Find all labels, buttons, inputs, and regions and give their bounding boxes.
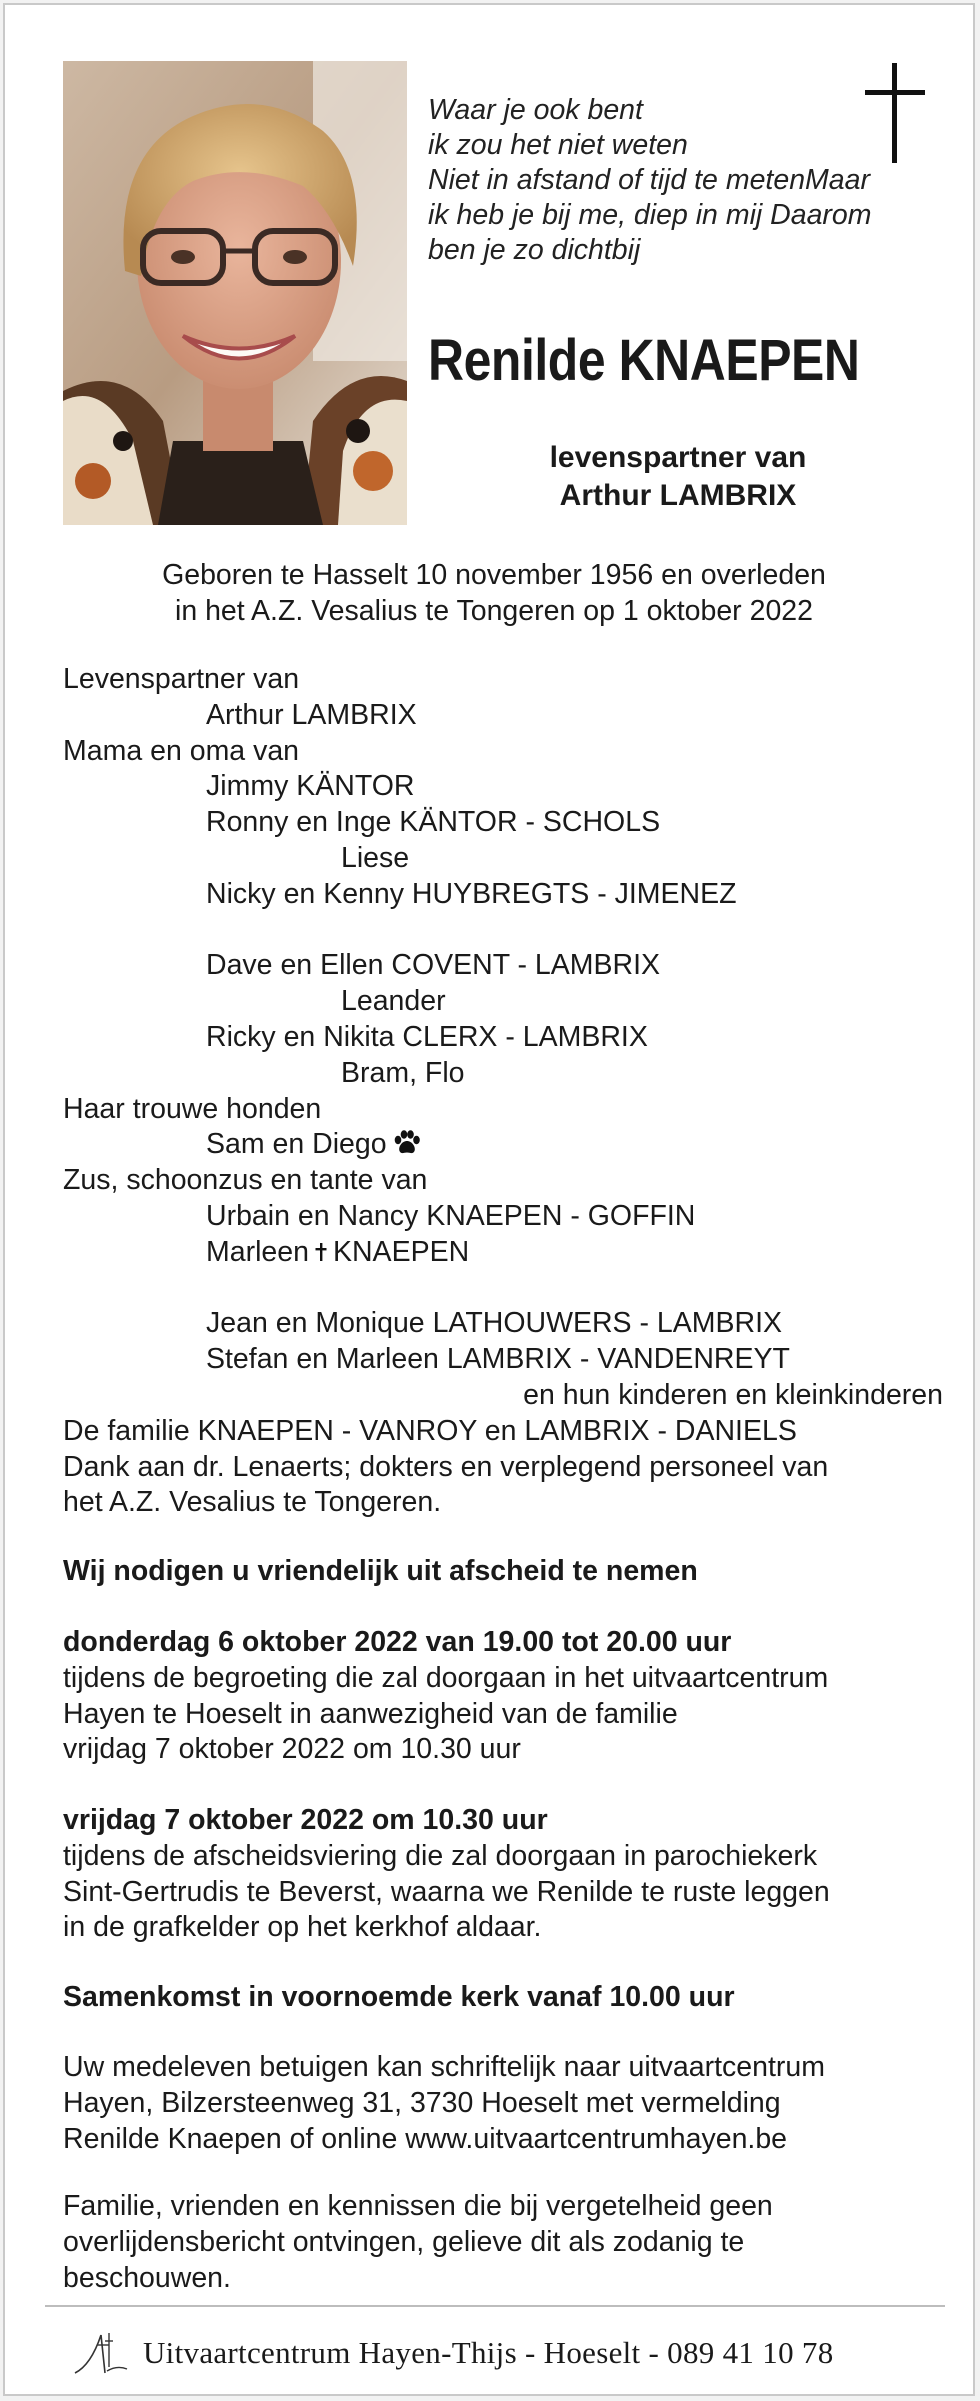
notice-block: [63, 2189, 943, 2296]
poem-line: ben je zo dichtbij: [428, 234, 641, 266]
family-line: Ronny en Inge KÄNTOR - SCHOLS: [206, 806, 661, 839]
funeral-line: Sint-Gertrudis te Beverst, waarna we Renilde te ruste leggen: [63, 1875, 830, 1908]
birth-death-info: [63, 557, 925, 629]
family-line-marleen: [63, 1235, 943, 1271]
condolence-line: Renilde Knaepen of online www.uitvaartcentrumhayen.be: [63, 2122, 788, 2155]
family-line: Haar trouwe honden: [63, 1092, 322, 1125]
funeral-line: in de grafkelder op het kerkhof aldaar.: [63, 1911, 542, 1944]
funeral-block: [63, 1803, 943, 1946]
portrait-photo: [63, 61, 407, 525]
invite-heading: Wij nodigen u vriendelijk uit afscheid te nemen: [63, 1555, 698, 1587]
family-list: [63, 662, 943, 1521]
visitation-heading: donderdag 6 oktober 2022 van 19.00 tot 20.00 uur: [63, 1626, 732, 1658]
spacer: [63, 913, 943, 949]
footer-text: Uitvaartcentrum Hayen-Thijs - Hoeselt - 089 41 10 78: [143, 2335, 834, 2370]
condolence-line: Uw medeleven betuigen kan schriftelijk naar uitvaartcentrum: [63, 2051, 825, 2083]
footer-divider: [45, 2305, 945, 2307]
notice-line: overlijdensbericht ontvingen, gelieve dit als zodanig te: [63, 2225, 745, 2258]
visitation-line: vrijdag 7 oktober 2022 om 10.30 uur: [63, 1733, 521, 1766]
born-line: Geboren te Hasselt 10 november 1956 en overleden: [162, 559, 826, 591]
funeral-home-logo: [71, 2325, 131, 2381]
family-line: Liese: [341, 841, 410, 874]
born-line: in het A.Z. Vesalius te Tongeren op 1 oktober 2022: [174, 595, 813, 627]
condolence-block: [63, 2050, 943, 2157]
poem-line: Niet in afstand of tijd te metenMaar: [428, 164, 870, 196]
visitation-block: [63, 1625, 943, 1768]
spacer: [63, 1271, 943, 1307]
funeral-line: tijdens de afscheidsviering die zal doorgaan in parochiekerk: [63, 1839, 818, 1872]
first-name: Marleen: [206, 1235, 309, 1268]
obituary-card: [3, 3, 975, 2396]
family-line: Mama en oma van: [63, 734, 300, 767]
poem-line: Waar je ook bent: [428, 94, 643, 126]
family-line: Bram, Flo: [341, 1056, 465, 1089]
funeral-heading: vrijdag 7 oktober 2022 om 10.30 uur: [63, 1804, 548, 1836]
poem-line: ik heb je bij me, diep in mij Daarom: [428, 199, 872, 231]
partner-block: [428, 439, 928, 515]
small-cross-icon: [315, 1241, 327, 1261]
poem-line: ik zou het niet weten: [428, 129, 688, 161]
paw-icon: [393, 1130, 421, 1156]
family-line: Urbain en Nancy KNAEPEN - GOFFIN: [206, 1199, 696, 1232]
family-line: Jimmy KÄNTOR: [206, 770, 415, 803]
cross-icon: [865, 63, 925, 163]
visitation-line: tijdens de begroeting die zal doorgaan in het uitvaartcentrum: [63, 1661, 829, 1694]
partner-name: Arthur LAMBRIX: [559, 479, 797, 512]
family-line: Leander: [341, 985, 446, 1018]
family-line: Dave en Ellen COVENT - LAMBRIX: [206, 949, 661, 982]
visitation-line: Hayen te Hoeselt in aanwezigheid van de familie: [63, 1697, 678, 1730]
last-name: KNAEPEN: [332, 1235, 470, 1268]
family-line: Levenspartner van: [63, 663, 300, 695]
notice-line: Familie, vrienden en kennissen die bij vergetelheid geen: [63, 2190, 773, 2222]
deceased-name: Renilde KNAEPEN: [428, 328, 860, 393]
gathering: [63, 1980, 943, 2016]
footer: [63, 2325, 943, 2385]
invitation: [63, 1554, 943, 1590]
partner-label: levenspartner van: [549, 441, 807, 474]
family-line: Stefan en Marleen LAMBRIX - VANDENREYT: [206, 1343, 790, 1376]
family-line: en hun kinderen en kleinkinderen: [523, 1378, 943, 1411]
dogs-names: Sam en Diego: [206, 1128, 387, 1161]
notice-line: beschouwen.: [63, 2261, 231, 2294]
family-line: Ricky en Nikita CLERX - LAMBRIX: [206, 1020, 648, 1053]
gathering-heading: Samenkomst in voornoemde kerk vanaf 10.00 uur: [63, 1981, 735, 2013]
family-line: Zus, schoonzus en tante van: [63, 1164, 428, 1197]
family-line: De familie KNAEPEN - VANROY en LAMBRIX - DANIELS: [63, 1414, 797, 1447]
family-line: Jean en Monique LATHOUWERS - LAMBRIX: [206, 1307, 783, 1340]
family-line: Dank aan dr. Lenaerts; dokters en verplegend personeel van: [63, 1450, 829, 1483]
family-line: Nicky en Kenny HUYBREGTS - JIMENEZ: [206, 877, 737, 910]
condolence-line: Hayen, Bilzersteenweg 31, 3730 Hoeselt met vermelding: [63, 2086, 781, 2119]
family-line: het A.Z. Vesalius te Tongeren.: [63, 1486, 442, 1519]
family-line-dogs: [63, 1127, 943, 1163]
family-line: Arthur LAMBRIX: [206, 698, 417, 731]
